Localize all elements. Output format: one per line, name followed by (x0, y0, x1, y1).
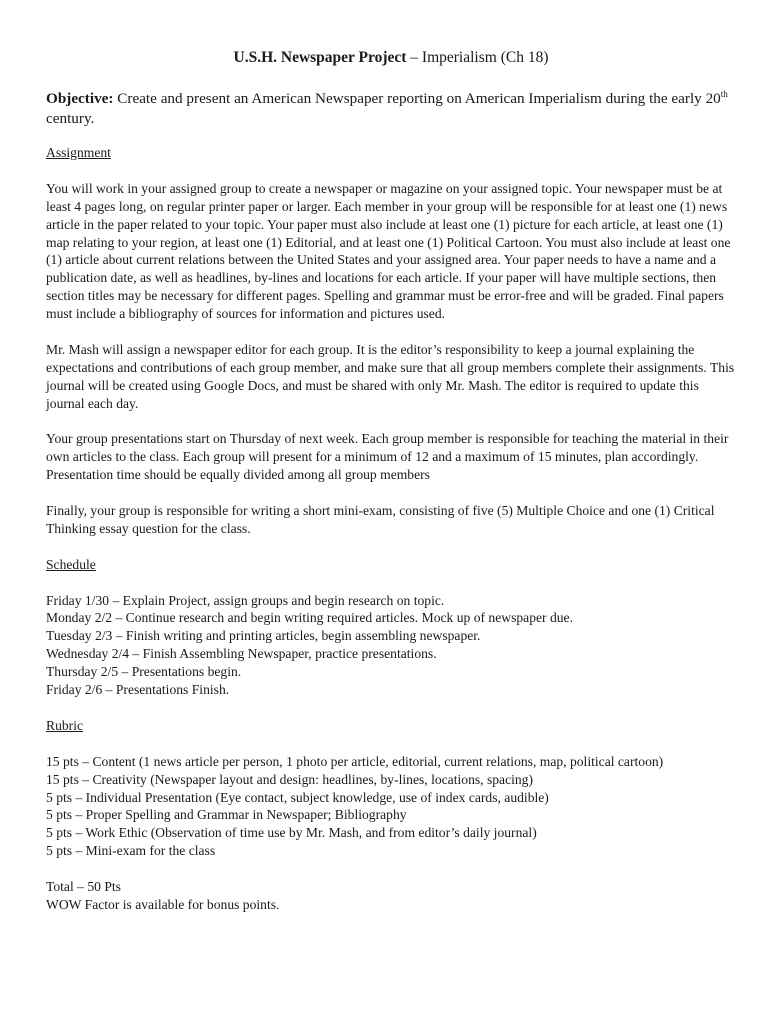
objective-label: Objective: (46, 90, 114, 107)
document-title (46, 48, 736, 68)
schedule-heading: Schedule (46, 556, 96, 572)
schedule-item: Friday 2/6 – Presentations Finish. (46, 682, 230, 698)
rubric-item: 5 pts – Mini-exam for the class (46, 843, 216, 859)
objective-paragraph (46, 89, 736, 128)
rubric-item: 5 pts – Individual Presentation (Eye contact, subject knowledge, use of index cards, audible) (46, 789, 549, 805)
objective-text-end: century. (46, 109, 95, 127)
schedule-item: Friday 1/30 – Explain Project, assign groups and begin research on topic. (46, 592, 445, 608)
rubric-item: 15 pts – Creativity (Newspaper layout and design: headlines, by-lines, locations, spacing) (46, 771, 533, 787)
totals-block (46, 878, 736, 914)
rubric-item: 5 pts – Work Ethic (Observation of time use by Mr. Mash, and from editor’s daily journal) (46, 825, 537, 841)
schedule-item: Monday 2/2 – Continue research and begin writing required articles. Mock up of newspaper due. (46, 610, 573, 626)
schedule-item: Tuesday 2/3 – Finish writing and printing articles, begin assembling newspaper. (46, 628, 481, 644)
assignment-paragraph-3: Your group presentations start on Thursday of next week. Each group member is responsible for teaching the material in their own articles to the class. Each group will present for a minimum of 12 and a maximum of 15 minutes, plan accordingly. Presentation time should be equally divided among all group members (46, 431, 729, 483)
assignment-heading: Assignment (46, 145, 111, 160)
document-title-bold: U.S.H. Newspaper Project (233, 49, 407, 66)
total-points: Total – 50 Pts (46, 879, 121, 895)
document-page (46, 48, 736, 932)
objective-superscript: th (720, 88, 728, 99)
assignment-paragraph-2: Mr. Mash will assign a newspaper editor for each group. It is the editor’s responsibility to keep a journal explaining the expectations and contributions of each group member, and make sure that all group members complete their assignments. This journal will be created using Google Docs, and must be shared with only Mr. Mash. The editor is required to update this journal each day. (46, 341, 735, 411)
assignment-paragraph-1: You will work in your assigned group to create a newspaper or magazine on your assigned topic. Your newspaper must be at least 4 pages long, on regular printer paper or larger. Each member in your group will be responsible for at least one (1) news article in the paper related to your topic. Your paper must also include at least one (1) picture for each article, at least one (1) map relating to your region, at least one (1) Editorial, and at least one (1) Political Cartoon. You must also include at least one (1) article about current relations between the United States and your assigned area. Your paper needs to have a name and a publication date, as well as headlines, by-lines and locations for each article. If your paper will have multiple sections, then section titles may be necessary for different pages. Spelling and grammar must be error-free and will be graded. Final papers must include a bibliography of sources for information and pictures used. (46, 180, 731, 322)
rubric-list (46, 753, 736, 860)
rubric-heading: Rubric (46, 717, 83, 733)
objective-text: Create and present an American Newspaper reporting on American Imperialism during the early 20 (113, 90, 721, 107)
rubric-item: 15 pts – Content (1 news article per person, 1 photo per article, editorial, current relations, map, political cartoon) (46, 753, 664, 769)
rubric-item: 5 pts – Proper Spelling and Grammar in Newspaper; Bibliography (46, 807, 407, 823)
schedule-item: Wednesday 2/4 – Finish Assembling Newspaper, practice presentations. (46, 646, 437, 662)
document-title-rest: – Imperialism (Ch 18) (406, 49, 549, 66)
schedule-item: Thursday 2/5 – Presentations begin. (46, 664, 242, 680)
assignment-paragraph-4: Finally, your group is responsible for writing a short mini-exam, consisting of five (5) Multiple Choice and one (1) Critical Thinking essay question for the class. (46, 503, 715, 536)
schedule-list (46, 592, 736, 699)
wow-factor-note: WOW Factor is available for bonus points. (46, 896, 280, 912)
